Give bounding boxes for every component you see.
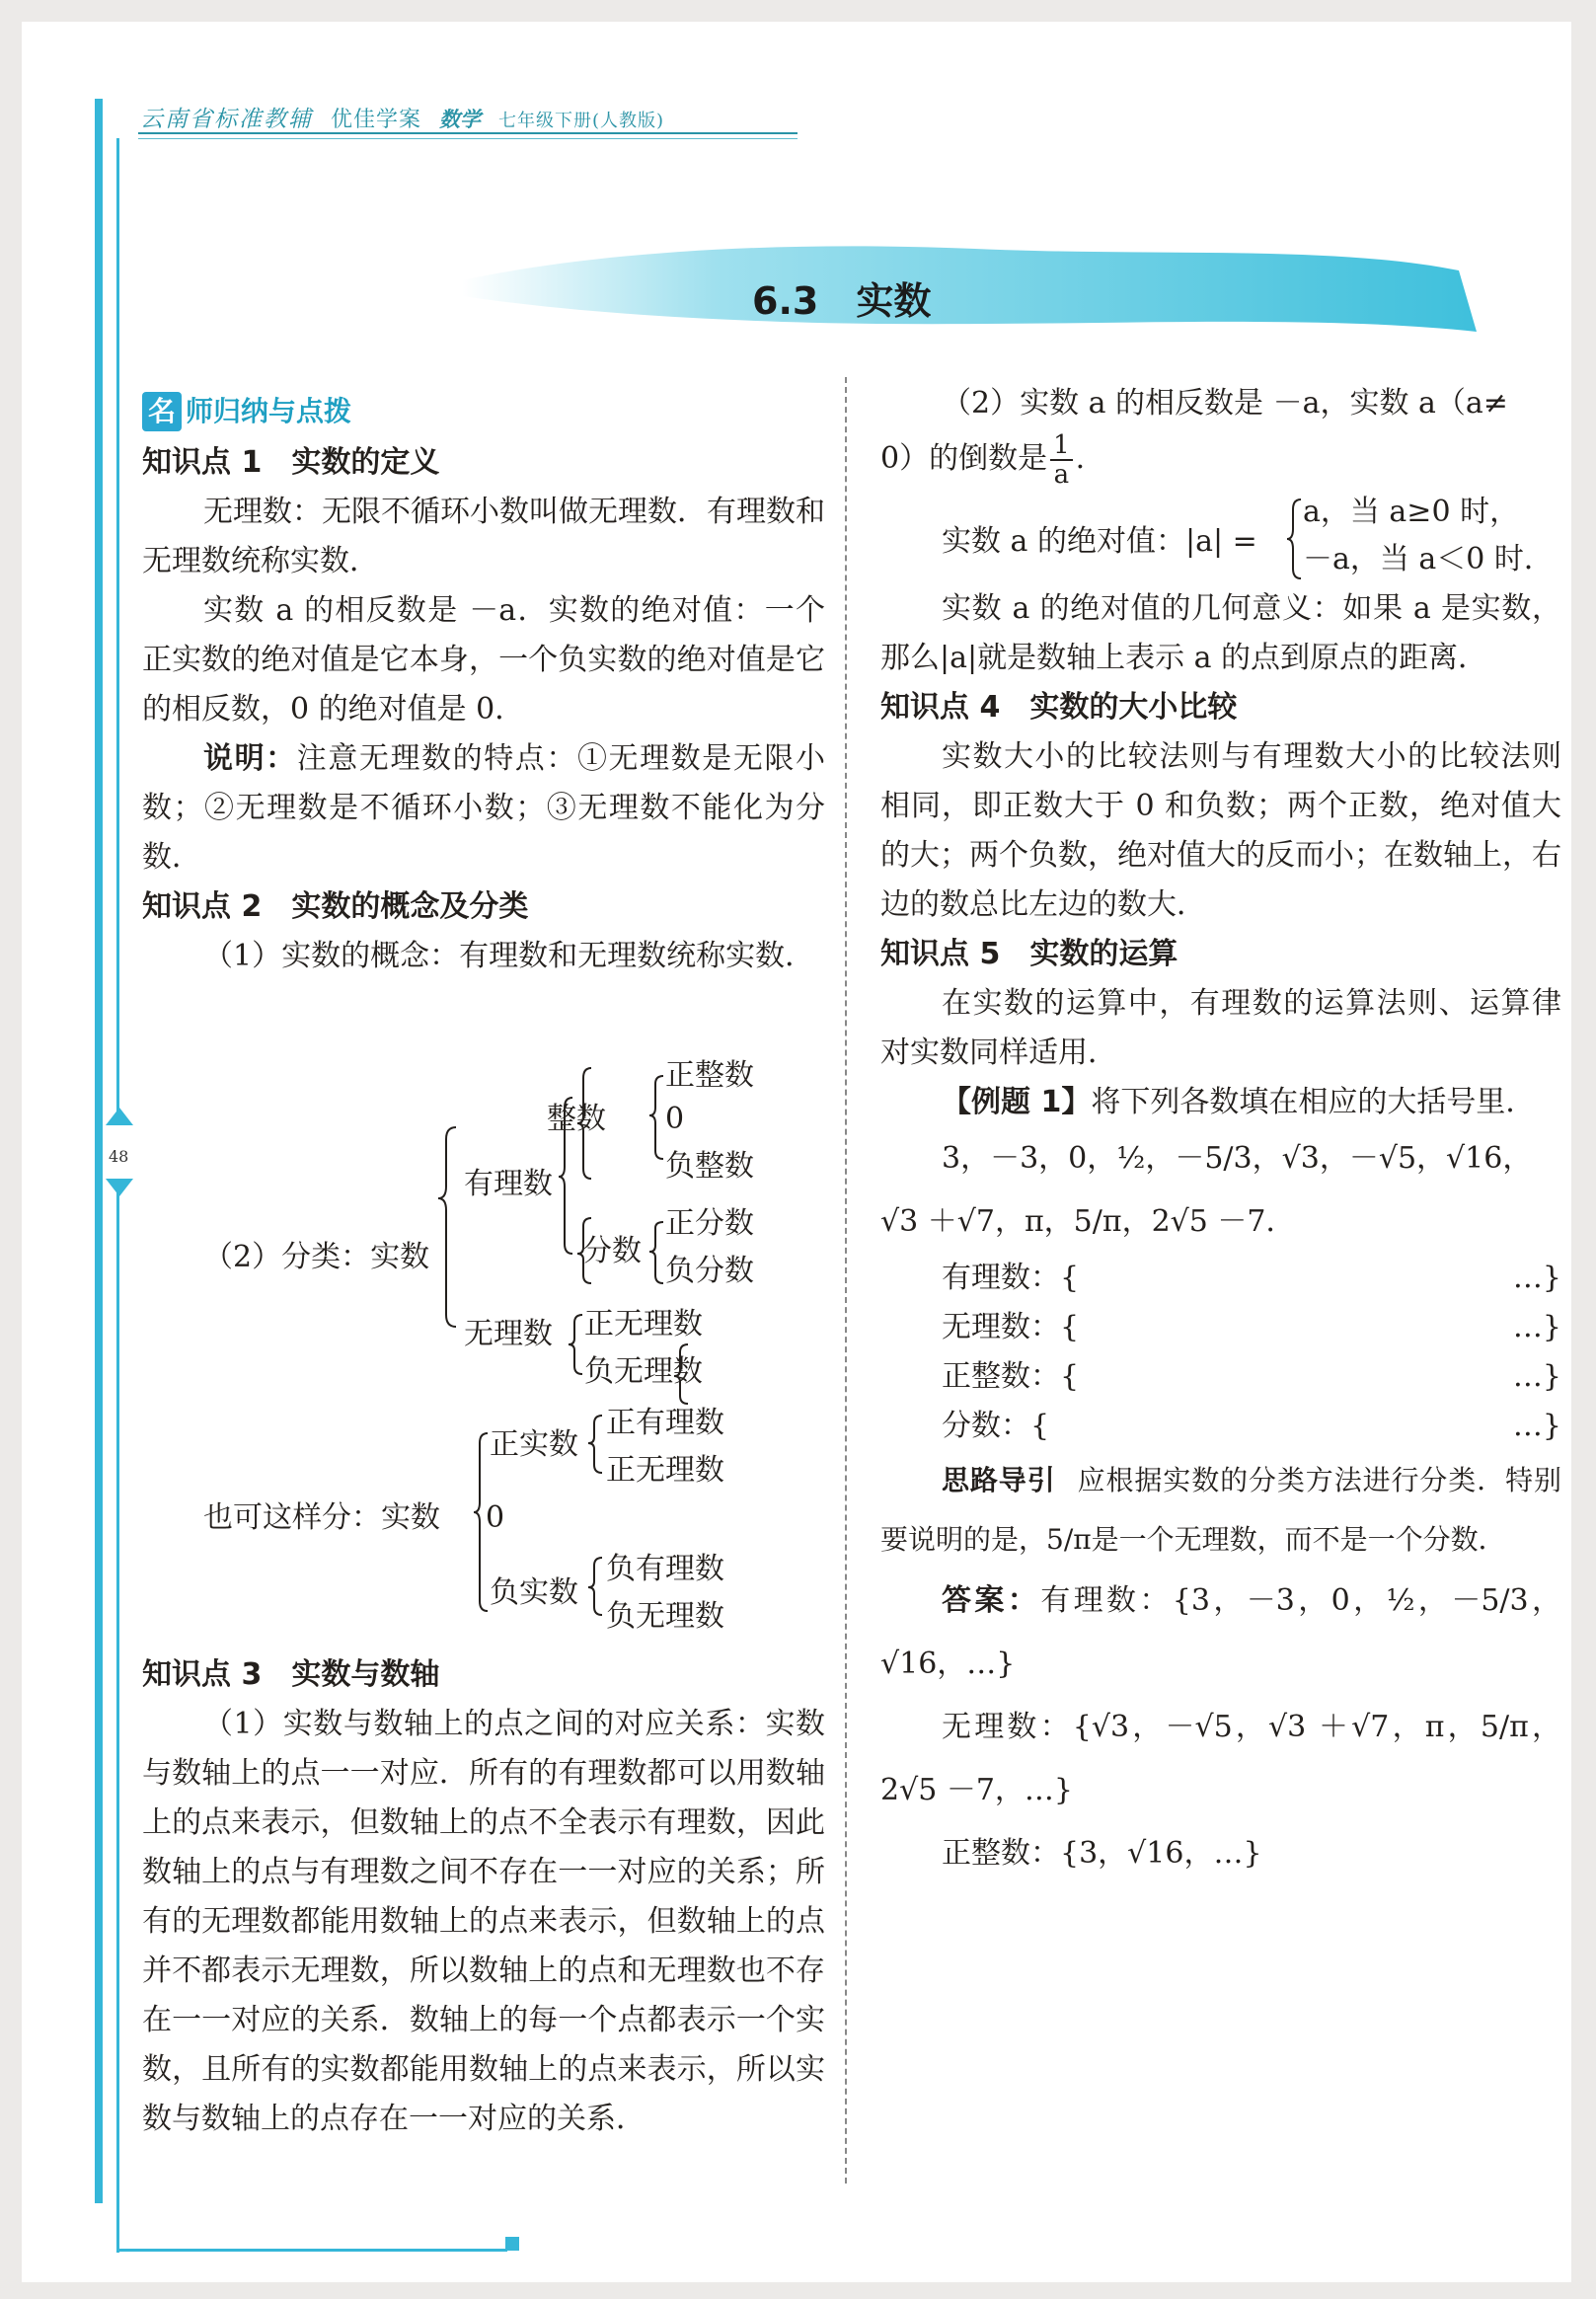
tree1-irr-brace bbox=[142, 1305, 833, 1404]
bottom-bar bbox=[116, 2249, 507, 2252]
left-column bbox=[142, 389, 825, 981]
tree1-pos-irr: 正无理数 bbox=[584, 1307, 703, 1341]
abs-value-def bbox=[880, 494, 1561, 584]
classification-tree-2 bbox=[142, 1404, 833, 1641]
tree1-neg-int: 负整数 bbox=[665, 1149, 754, 1184]
page-number: 48 bbox=[109, 1147, 129, 1166]
left-inner-bar-top bbox=[116, 138, 119, 1125]
answer-rational-text: 有理数：{3，－3，0，½，－5/3，√16，…} bbox=[880, 1583, 1561, 1681]
tree2-prefix: 也可这样分：实数 bbox=[203, 1500, 440, 1535]
bottom-square bbox=[505, 2237, 519, 2251]
answer-irrational: 无理数：{√3，－√5，√3 ＋√7，π，5/π，2√5 －7，…} bbox=[880, 1710, 1561, 1807]
tree2-neg-irr: 负无理数 bbox=[606, 1599, 724, 1634]
k1-title: 知识点 1 实数的定义 bbox=[142, 445, 440, 480]
header-book: 优佳学案 bbox=[331, 108, 422, 132]
hint-label: 思路导引 bbox=[942, 1464, 1056, 1496]
k3-title: 知识点 3 实数与数轴 bbox=[142, 1657, 440, 1692]
cat-irrational bbox=[880, 1303, 1561, 1352]
left-margin-bar bbox=[95, 99, 103, 2203]
page-header bbox=[140, 101, 664, 134]
k4-para: 实数大小的比较法则与有理数大小的比较法则相同，即正数大于 0 和负数；两个正数，绝对值大的大；两个负数，绝对值大的反而小；在数轴上，右边的数总比左边的数大． bbox=[880, 739, 1561, 922]
cat-posint bbox=[880, 1352, 1561, 1402]
numbers-line2: √3 ＋√7，π，5/π，2√5 －7． bbox=[880, 1204, 1296, 1239]
reciprocal-fraction bbox=[1050, 431, 1073, 489]
r-para2: 实数 a 的绝对值的几何意义：如果 a 是实数，那么|a|就是数轴上表示 a 的点到原点的距离． bbox=[880, 591, 1561, 675]
tree2-pos-real: 正实数 bbox=[490, 1427, 578, 1462]
left-inner-bar-bottom bbox=[116, 1191, 119, 2253]
numbers-line1: 3，－3，0，½，－5/3，√3，－√5，√16， bbox=[942, 1141, 1533, 1176]
teacher-summary-heading bbox=[142, 389, 825, 434]
cat-fraction-label: 分数：{ bbox=[942, 1409, 1050, 1443]
cat-irrational-end: …} bbox=[1512, 1310, 1561, 1344]
cat-irrational-label: 无理数：{ bbox=[942, 1310, 1080, 1344]
tree1-integer: 整数 bbox=[547, 1102, 606, 1136]
textbook-page bbox=[22, 22, 1571, 2282]
cat-posint-label: 正整数：{ bbox=[942, 1359, 1080, 1394]
tree2-neg-rat: 负有理数 bbox=[606, 1552, 724, 1586]
cat-posint-end: …} bbox=[1512, 1359, 1561, 1394]
answer-label: 答案： bbox=[942, 1583, 1041, 1618]
header-grade: 七年级下册(人教版) bbox=[498, 111, 665, 131]
teacher-summary-label: 师归纳与点拨 bbox=[186, 395, 352, 427]
k2-para1: （1）实数的概念：有理数和无理数统称实数． bbox=[203, 939, 815, 973]
cat-fraction bbox=[880, 1402, 1561, 1451]
page-marker-top bbox=[106, 1108, 133, 1125]
hint bbox=[880, 1451, 1561, 1570]
answer-posint: 正整数：{3，√16，…} bbox=[942, 1836, 1262, 1871]
k1-para2: 实数 a 的相反数是 －a．实数的绝对值：一个正实数的绝对值是它本身，一个负实数的绝对值是它的相反数，0 的绝对值是 0． bbox=[142, 593, 825, 727]
title-banner bbox=[462, 241, 1477, 332]
r-para1b-text: 0）的倒数是 bbox=[880, 441, 1048, 476]
k1-note-label: 说明： bbox=[203, 741, 297, 776]
tree2-pos-rat: 正有理数 bbox=[606, 1406, 724, 1440]
k3-para1: （1）实数与数轴上的点之间的对应关系：实数与数轴上的点一一对应．所有的有理数都可以用数轴上的点来表示，但数轴上的点不全表示有理数，因此数轴上的点与有理数之间不存在一一对应的关系；所有的无理数都能用数轴上的点来表示，但数轴上的点并不都表示无理数，所以数轴上的点和无理数也不存在一一对应的关系．数轴上的每一个点都表示一个实数，且所有的实数都能用数轴上的点来表示，所以实数与数轴上的点存在一一对应的关系． bbox=[142, 1707, 825, 2136]
reciprocal-den: a bbox=[1053, 460, 1070, 490]
r-para1a: （2）实数 a 的相反数是 －a，实数 a（a≠ bbox=[942, 386, 1508, 421]
cat-fraction-end: …} bbox=[1512, 1409, 1561, 1443]
r-para1b bbox=[880, 428, 1561, 490]
k5-title: 知识点 5 实数的运算 bbox=[880, 937, 1178, 971]
k5-para: 在实数的运算中，有理数的运算法则、运算律对实数同样适用． bbox=[880, 986, 1561, 1070]
abs-case2: －a，当 a＜0 时． bbox=[1303, 542, 1554, 576]
tree1-neg-frac: 负分数 bbox=[665, 1254, 754, 1288]
period: . bbox=[1075, 441, 1086, 476]
k1-note bbox=[142, 734, 825, 882]
left-column-lower bbox=[142, 1650, 825, 2144]
tree2-neg-real: 负实数 bbox=[490, 1575, 578, 1610]
tree1-rational: 有理数 bbox=[464, 1167, 553, 1201]
tree2-zero: 0 bbox=[486, 1500, 505, 1535]
header-series: 云南省标准教辅 bbox=[140, 107, 313, 132]
tree1-prefix: （2）分类：实数 bbox=[203, 1240, 430, 1274]
reciprocal-num: 1 bbox=[1050, 431, 1073, 461]
cat-rational-label: 有理数：{ bbox=[942, 1261, 1080, 1295]
tree1-zero: 0 bbox=[665, 1102, 685, 1136]
k4-title: 知识点 4 实数的大小比较 bbox=[880, 690, 1238, 725]
tree1-pos-int: 正整数 bbox=[665, 1058, 754, 1093]
answer-rational bbox=[880, 1570, 1561, 1696]
header-subject: 数学 bbox=[439, 107, 482, 131]
example-1 bbox=[880, 1078, 1561, 1127]
abs-brace bbox=[1285, 494, 1305, 584]
k2-title: 知识点 2 实数的概念及分类 bbox=[142, 889, 529, 924]
abs-label: 实数 a 的绝对值：|a| = bbox=[942, 524, 1257, 559]
tree1-pos-frac: 正分数 bbox=[665, 1206, 754, 1241]
right-column bbox=[880, 379, 1561, 1885]
example-label: 【例题 1】 bbox=[942, 1085, 1092, 1119]
k1-note-text: 注意无理数的特点：①无理数是无限小数；②无理数是不循环小数；③无理数不能化为分数． bbox=[142, 741, 826, 875]
header-rule-thin bbox=[138, 138, 798, 139]
cat-rational bbox=[880, 1254, 1561, 1303]
cat-rational-end: …} bbox=[1512, 1261, 1561, 1295]
tree1-neg-irr: 负无理数 bbox=[584, 1354, 703, 1389]
tree1-irrational: 无理数 bbox=[464, 1317, 553, 1351]
hint-text: 应根据实数的分类方法进行分类．特别要说明的是，5/π是一个无理数，而不是一个分数． bbox=[880, 1464, 1561, 1556]
k1-para1: 无理数：无限不循环小数叫做无理数．有理数和无理数统称实数． bbox=[142, 495, 825, 578]
tree1-fraction: 分数 bbox=[582, 1234, 642, 1268]
header-rule bbox=[138, 132, 798, 134]
tree1-irrational-branch bbox=[142, 1305, 833, 1404]
section-title: 6.3 实数 bbox=[752, 279, 932, 323]
column-divider bbox=[845, 377, 847, 2184]
page-marker-bottom bbox=[106, 1179, 133, 1196]
ming-badge: 名 bbox=[142, 392, 182, 431]
tree2-pos-irr: 正无理数 bbox=[606, 1453, 724, 1488]
example-text: 将下列各数填在相应的大括号里． bbox=[1091, 1085, 1536, 1119]
abs-case1: a，当 a≥0 时， bbox=[1303, 495, 1520, 529]
